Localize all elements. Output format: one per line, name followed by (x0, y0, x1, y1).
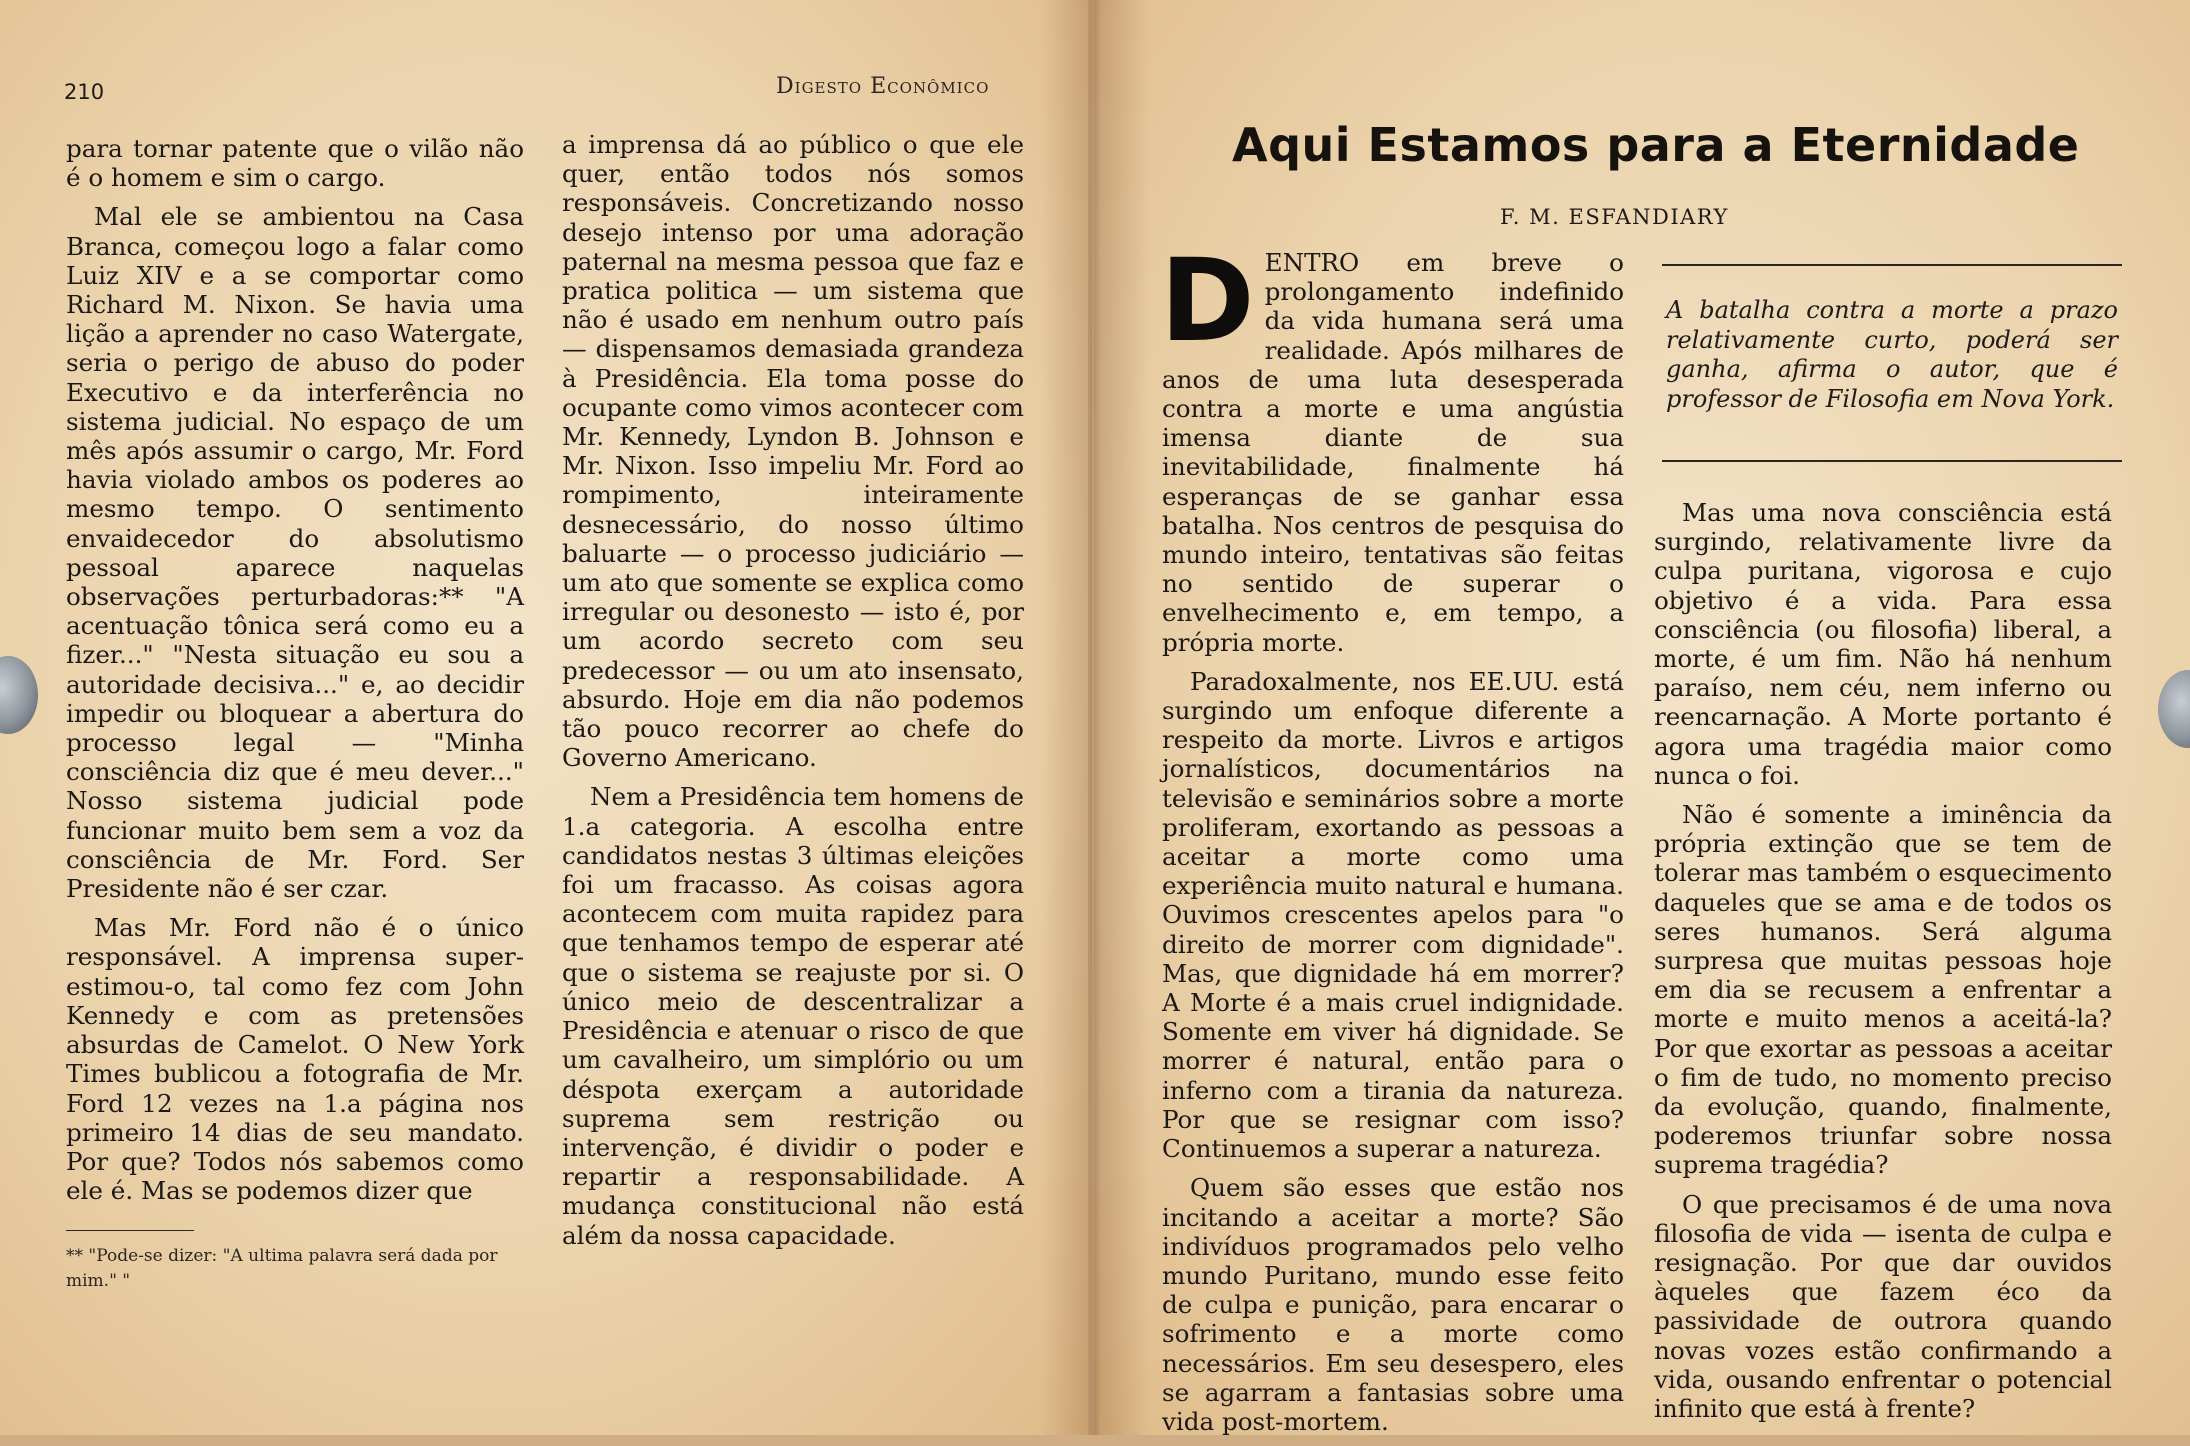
deck-top-rule (1662, 264, 2122, 266)
opening-text: ENTRO em breve o prolongamento indefinido da vida humana será uma realidade. Após milhares de anos de uma luta desesperada contra a morte e uma angústia imensa diante de sua inevitabilidade, finalmente há esperanças de se ganhar essa batalha. Nos centros de pesquisa do mundo inteiro, tentativas são feitas no sentido de superar o envelhecimento e, em tempo, a própria morte. (1162, 248, 1624, 657)
running-head: Digesto Econômico (776, 74, 990, 99)
paragraph: Quem são esses que estão nos incitando a aceitar a morte? São indivíduos programados pelo velho mundo Puritano, mundo esse feito de culpa e punição, para encarar o sofrimento e a morte como necessários. Em seu desespero, eles se agarram a fantasias sobre uma vida post-mortem. (1162, 1173, 1624, 1436)
drop-cap: D (1160, 234, 1255, 367)
paragraph: a imprensa dá ao público o que ele quer, então todos nós somos responsáveis. Concretizando nosso desejo intenso por uma adoração paternal na mesma pessoa que faz e pratica politica — um sistema que não é usado em nenhum outro país — dispensamos demasiada grandeza à Presidência. Ela toma posse do ocupante como vimos acontecer com Mr. Kennedy, Lyndon B. Johnson e Mr. Nixon. Isso impeliu Mr. Ford ao rompimento, inteiramente desnecessário, do nosso último baluarte — o processo judiciário — um ato que somente se explica como irregular ou desonesto — isto é, por um acordo secreto com seu predecessor — ou um ato insensato, absurdo. Hoje em dia não podemos tão pouco recorrer ao chefe do Governo Americano. (562, 130, 1024, 773)
deck-bottom-rule (1662, 460, 2122, 462)
paragraph: Mas uma nova consciência está surgindo, relativamente livre da culpa puritana, vigorosa e cujo objetivo é a vida. Para essa consciência (ou filosofia) liberal, a morte, é um fim. Não há nenhum paraíso, nem céu, nem inferno ou reencarnação. A Morte portanto é agora uma tragédia maior como nunca o foi. (1654, 498, 2112, 790)
paragraph: Não é somente a iminência da própria extinção que se tem de tolerar mas também o esquecimento daqueles que se ama e de todos os seres humanos. Será alguma surpresa que muitas pessoas hoje em dia se recusem a enfrentar a morte e muito menos a aceitá-la? Por que exortar as pessoas a aceitar o fim de tudo, no momento preciso da evolução, quando, finalmente, poderemos triunfar sobre nossa suprema tragédia? (1654, 800, 2112, 1180)
paragraph: para tornar patente que o vilão não é o homem e sim o cargo. (66, 134, 524, 193)
footnote-divider (66, 1230, 194, 1231)
binder-hole-icon (0, 656, 38, 734)
left-column-2 (562, 130, 1024, 1260)
paragraph: Mas Mr. Ford não é o único responsável. A imprensa super-estimou-o, tal como fez com John Kennedy e com as pretensões absurdas de Camelot. O New York Times bublicou a fotografia de Mr. Ford 12 vezes na 1.a página nos primeiro 14 dias de seu mandato. Por que? Todos nós sabemos como ele é. Mas se podemos dizer que (66, 913, 524, 1206)
page-number: 210 (64, 80, 105, 104)
left-page (0, 0, 1088, 1435)
paragraph: Nem a Presidência tem homens de 1.a categoria. A escolha entre candidatos nestas 3 últimas eleições foi um fracasso. As coisas agora acontecem com muita rapidez para que tenhamos tempo de esperar até que o sistema se reajuste por si. O único meio de descentralizar a Presidência e atenuar o risco de que um cavalheiro, um simplório ou um déspota exerçam a autoridade suprema sem restrição ou intervenção, é dividir o poder e repartir a responsabilidade. A mudança constitucional não está além da nossa capacidade. (562, 782, 1024, 1250)
right-column-1 (1160, 234, 1624, 1446)
right-column-2 (1654, 498, 2112, 1433)
left-column-1 (66, 134, 524, 1215)
footnote: ** "Pode-se dizer: "A ultima palavra será dada por mim." " (66, 1246, 498, 1291)
author-byline: F. M. ESFANDIARY (1500, 205, 1729, 229)
opening-paragraph (1160, 234, 1624, 657)
paragraph: Mal ele se ambientou na Casa Branca, começou logo a falar como Luiz XIV e a se comportar como Richard M. Nixon. Se havia uma lição a aprender no caso Watergate, seria o perigo de abuso do poder Executivo e da interferência no sistema judicial. No espaço de um mês após assumir o cargo, Mr. Ford havia violado ambos os poderes ao mesmo tempo. O sentimento envaidecedor do absolutismo pessoal aparece naquelas observações perturbadoras:** "A acentuação tônica será como eu a fizer..." "Nesta situação eu sou a autoridade decisiva..." e, ao decidir impedir ou bloquear a abertura do processo legal — "Minha consciência diz que é meu dever..." Nosso sistema judicial pode funcionar muito bem sem a voz da consciência de Mr. Ford. Ser Presidente não é ser czar. (66, 202, 524, 904)
paragraph: Paradoxalmente, nos EE.UU. está surgindo um enfoque diferente a respeito da morte. Livros e artigos jornalísticos, documentários na televisão e seminários sobre a morte proliferam, exortando as pessoas a aceitar a morte como uma experiência muito natural e humana. Ouvimos crescentes apelos para "o direito de morrer com dignidade". Mas, que dignidade há em morrer? A Morte é a mais cruel indignidade. Somente em viver há dignidade. Se morrer é natural, então para o inferno com a tirania da natureza. Por que se resignar com isso? Continuemos a superar a natureza. (1162, 666, 1624, 1164)
paragraph: O que precisamos é de uma nova filosofia de vida — isenta de culpa e resignação. Por que dar ouvidos àqueles que fazem éco da passividade de outrora quando novas vozes estão confirmando a vida, ousando enfrentar o potencial infinito que está à frente? (1654, 1189, 2112, 1424)
article-deck: A batalha contra a morte a prazo relativamente curto, poderá ser ganha, afirma o autor, que é professor de Filosofia em Nova York. (1666, 296, 2118, 413)
article-title: Aqui Estamos para a Eternidade (1232, 118, 2080, 172)
